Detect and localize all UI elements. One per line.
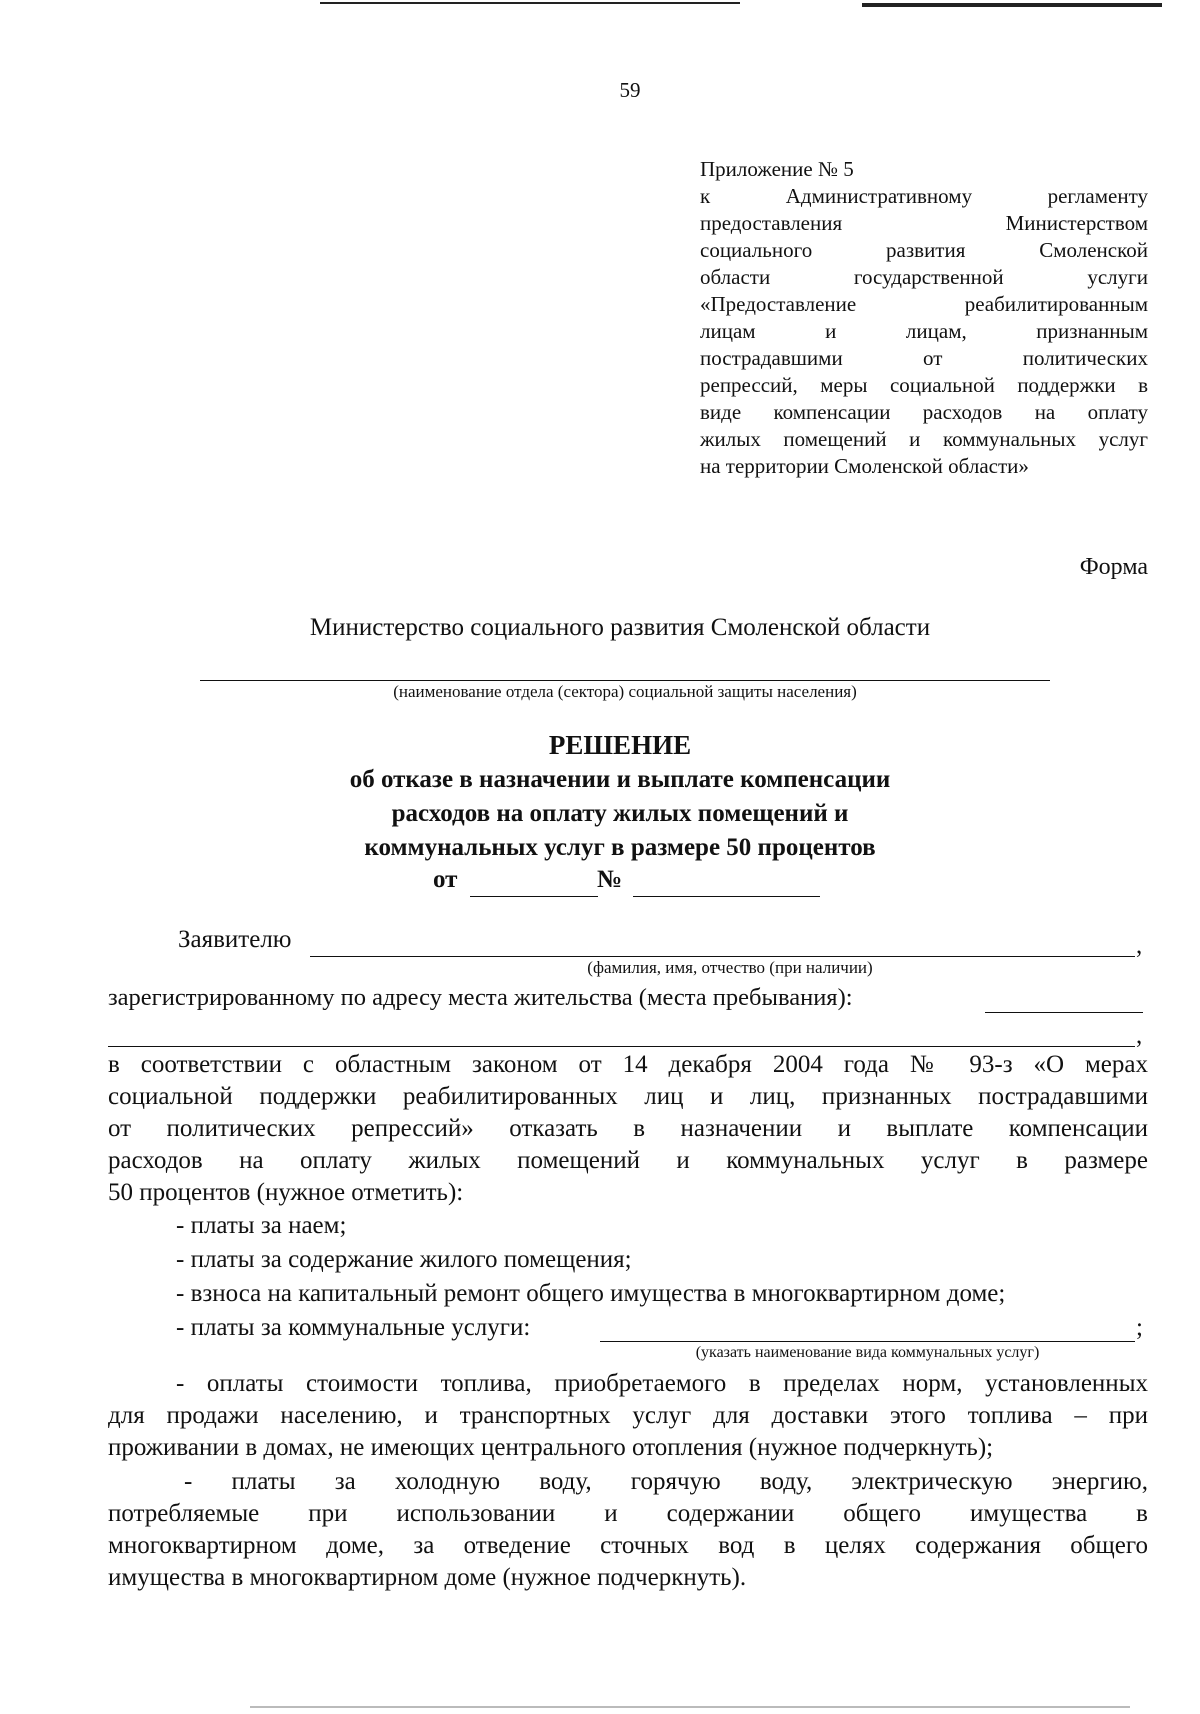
list-item: - взноса на капитальный ремонт общего имущества в многоквартирном доме; [176, 1280, 1006, 1307]
applicant-name-caption: (фамилия, имя, отчество (при наличии) [587, 958, 873, 977]
scan-edge-line-right [862, 3, 1162, 7]
decision-number-label: № [597, 866, 623, 893]
annex-block [700, 156, 1148, 480]
paragraph-line: для продажи населению, и транспортных услуг для доставки этого топлива – при [108, 1402, 1148, 1429]
annex-line: «Предоставление реабилитированным [700, 292, 1148, 316]
list-item: - платы за содержание жилого помещения; [176, 1246, 632, 1273]
applicant-name-blank [310, 956, 1135, 957]
annex-line: виде компенсации расходов на оплату [700, 400, 1148, 424]
paragraph-line: расходов на оплату жилых помещений и коммунальных услуг в размере [108, 1147, 1148, 1174]
paragraph-line: - платы за холодную воду, горячую воду, электрическую энергию, [184, 1468, 1148, 1495]
utilities-item-label: - платы за коммунальные услуги: [176, 1314, 531, 1341]
annex-line: лицам и лицам, признанным [700, 319, 1148, 343]
annex-line: пострадавшими от политических [700, 346, 1148, 370]
annex-title: Приложение № 5 [700, 157, 854, 181]
annex-line: социального развития Смоленской [700, 238, 1148, 262]
address-label: зарегистрированному по адресу места жительства (места пребывания): [108, 984, 853, 1011]
department-blank-line [200, 680, 1050, 681]
utilities-item-end: ; [1136, 1314, 1143, 1341]
applicant-label: Заявителю [178, 926, 292, 953]
address-blank-2 [108, 1046, 1135, 1047]
water-paragraph [108, 1466, 1148, 1594]
decision-subtitle-line: об отказе в назначении и выплате компенсации [349, 766, 891, 793]
decision-title: РЕШЕНИЕ [548, 730, 692, 760]
fuel-paragraph [108, 1368, 1148, 1464]
list-item: - платы за наем; [176, 1212, 347, 1239]
form-label: Форма [1079, 554, 1148, 580]
paragraph-line: многоквартирном доме, за отведение сточных вод в целях содержания общего [108, 1532, 1148, 1559]
decision-date-label: от [433, 866, 458, 893]
utilities-blank-line [600, 1341, 1135, 1342]
decision-subtitle-line: коммунальных услуг в размере 50 процентов [364, 834, 876, 861]
annex-line: на территории Смоленской области» [700, 454, 1029, 478]
paragraph-line: потребляемые при использовании и содержании общего имущества в [108, 1500, 1148, 1527]
paragraph-line: социальной поддержки реабилитированных лиц и лиц, признанных пострадавшими [108, 1083, 1148, 1110]
scan-edge-line-left [320, 2, 740, 4]
annex-line: жилых помещений и коммунальных услуг [700, 427, 1148, 451]
paragraph-line: - оплаты стоимости топлива, приобретаемого в пределах норм, установленных [176, 1370, 1148, 1397]
department-caption: (наименование отдела (сектора) социальной защиты населения) [393, 682, 857, 701]
paragraph-line: 50 процентов (нужное отметить): [108, 1179, 464, 1206]
annex-line: области государственной услуги [700, 265, 1148, 289]
annex-line: к Административному регламенту [700, 184, 1148, 208]
page-number: 59 [619, 78, 641, 102]
decision-date-blank [470, 896, 598, 897]
applicant-comma: , [1136, 932, 1143, 959]
address-comma: , [1136, 1022, 1143, 1049]
ministry-name: Министерство социального развития Смоленской области [309, 614, 931, 641]
decision-subtitle-line: расходов на оплату жилых помещений и [391, 800, 849, 827]
paragraph-line: проживании в домах, не имеющих центрального отопления (нужное подчеркнуть); [108, 1434, 994, 1461]
annex-line: предоставления Министерством [700, 211, 1148, 235]
scan-edge-line-bottom [250, 1706, 1130, 1708]
paragraph-line: в соответствии с областным законом от 14 декабря 2004 года № 93-з «О мерах [108, 1051, 1148, 1078]
main-paragraph [108, 1049, 1148, 1209]
paragraph-line: от политических репрессий» отказать в назначении и выплате компенсации [108, 1115, 1148, 1142]
paragraph-line: имущества в многоквартирном доме (нужное подчеркнуть). [108, 1564, 747, 1591]
utilities-caption: (указать наименование вида коммунальных услуг) [695, 1344, 1040, 1361]
annex-line: репрессий, меры социальной поддержки в [700, 373, 1148, 397]
address-blank-1 [985, 1012, 1143, 1013]
decision-number-blank [633, 896, 820, 897]
